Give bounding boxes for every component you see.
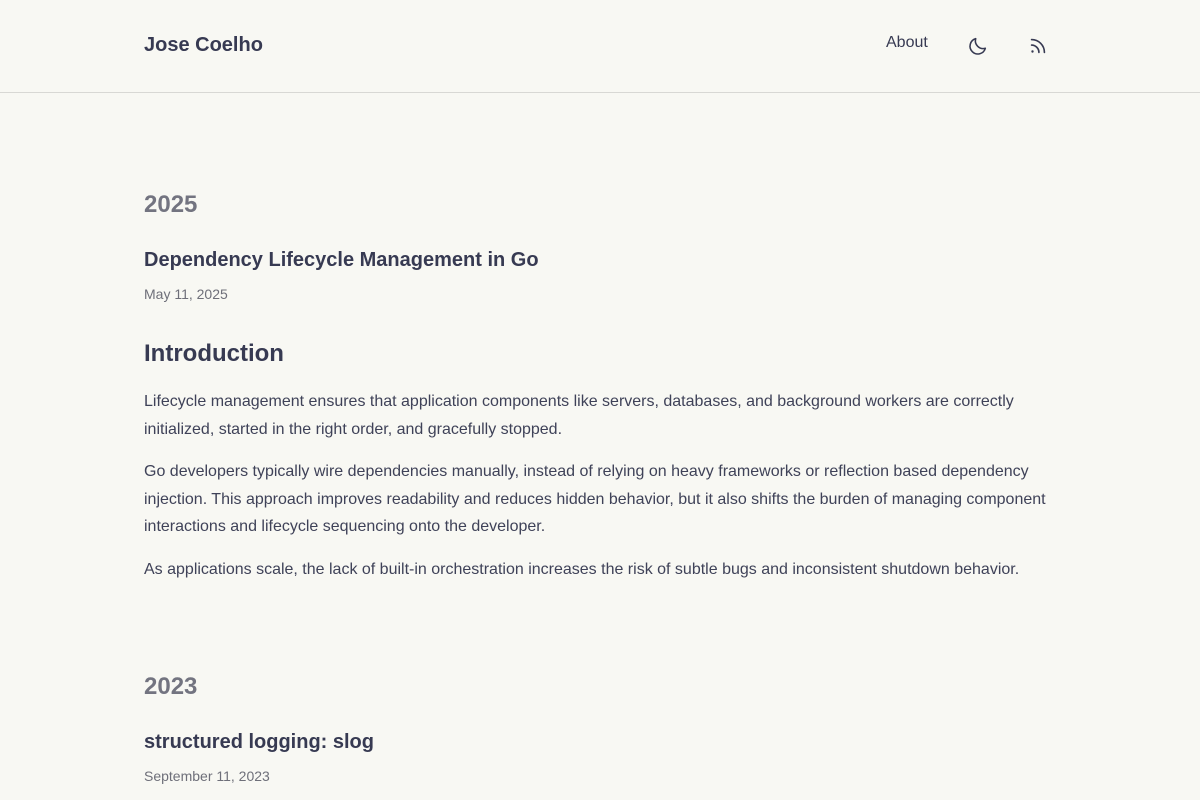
year-heading: 2025 [144, 191, 198, 218]
post-date: May 11, 2025 [144, 286, 228, 302]
nav-about-link[interactable]: About [886, 34, 928, 51]
post-date: September 11, 2023 [144, 768, 270, 784]
year-heading: 2023 [144, 673, 198, 700]
post-paragraph: As applications scale, the lack of built-in orchestration increases the risk of subtle bugs and inconsistent shutdown behavior. [144, 561, 1020, 578]
section-heading: Introduction [144, 340, 284, 367]
post-paragraph: Go developers typically wire dependencies manually, instead of relying on heavy frameworks or reflection based dependency injection. This approach improves readability and reduces hidden behavior, but it also shifts the burden of managing component interactions and lifecycle sequencing onto the developer. [144, 463, 1046, 535]
post-title-link[interactable]: structured logging: slog [144, 731, 374, 753]
rss-icon[interactable] [1027, 35, 1049, 57]
site-header [0, 0, 1200, 93]
post-title-link[interactable]: Dependency Lifecycle Management in Go [144, 249, 539, 271]
site-title-link[interactable]: Jose Coelho [144, 34, 263, 56]
post-paragraph: Lifecycle management ensures that application components like servers, databases, and background workers are correctly initialized, started in the right order, and gracefully stopped. [144, 393, 1014, 438]
moon-icon[interactable] [967, 35, 989, 57]
